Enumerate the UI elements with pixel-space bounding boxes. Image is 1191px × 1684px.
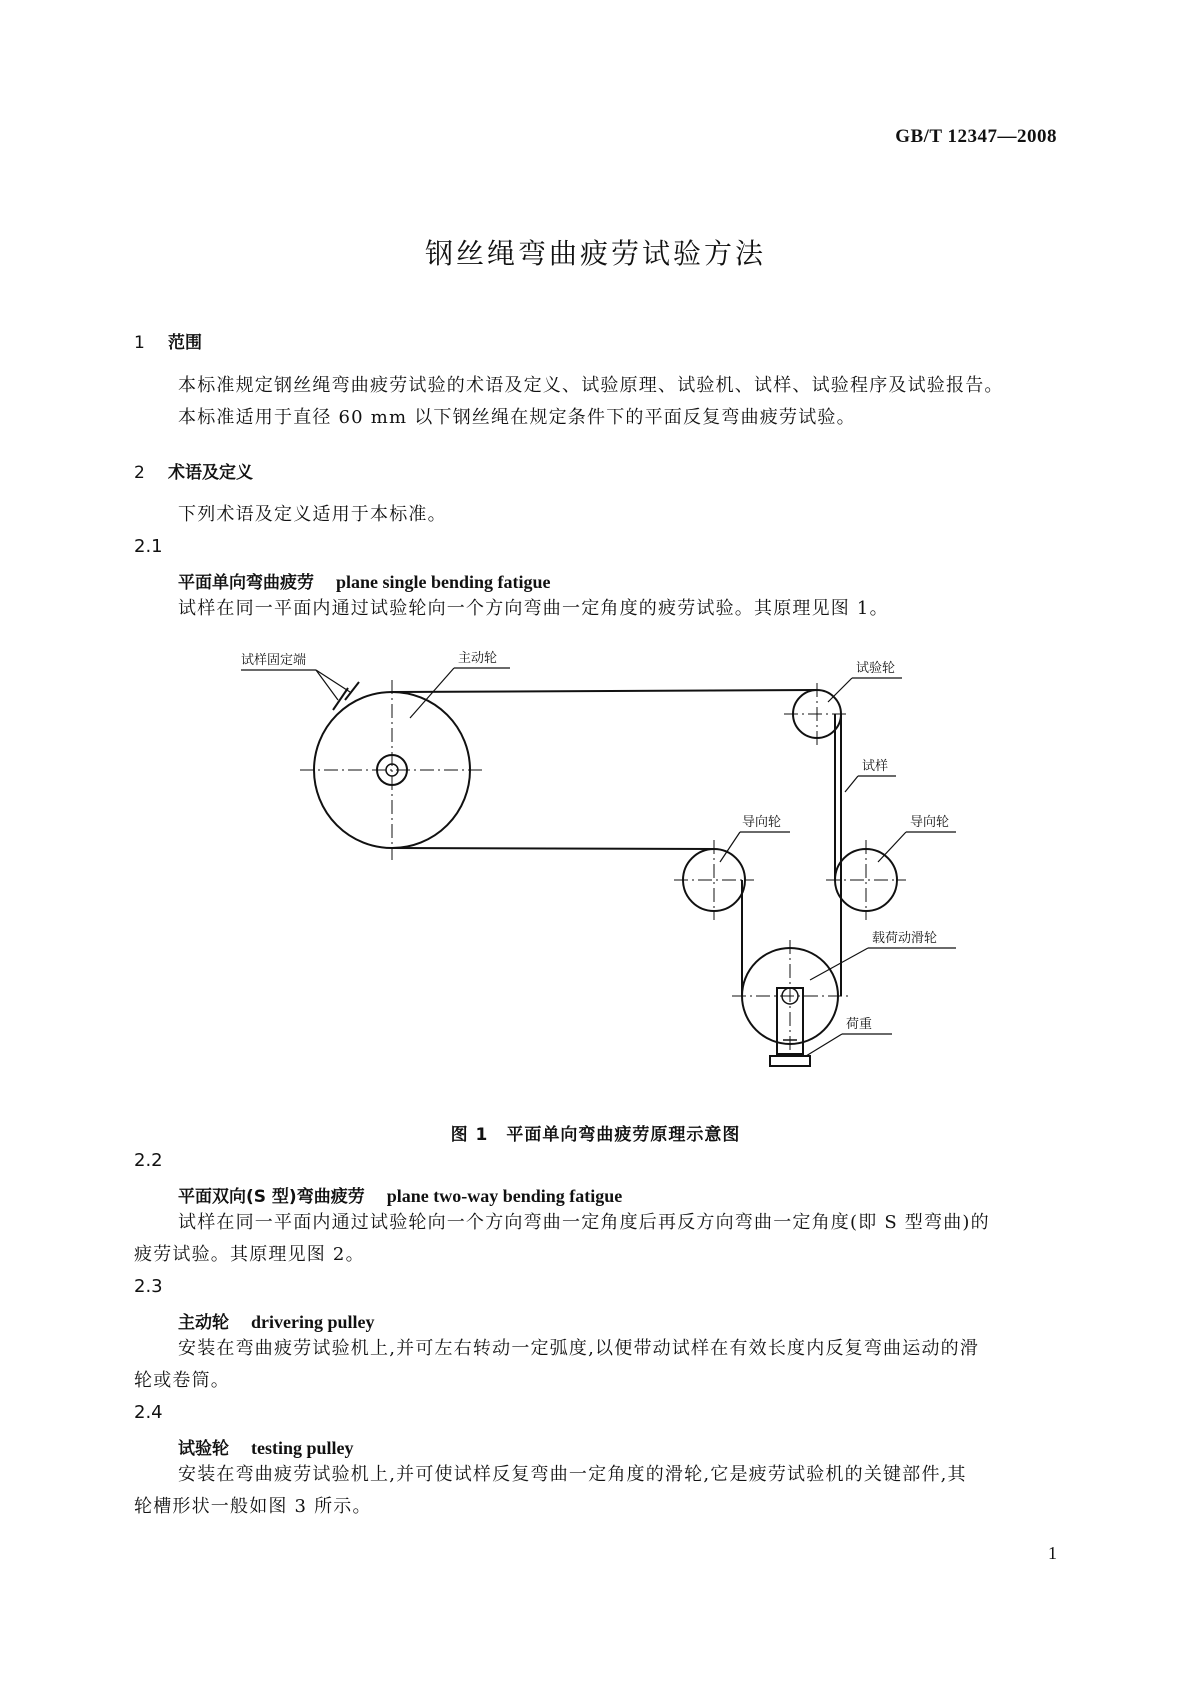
label-load-pulley: 载荷动滑轮 [872, 931, 938, 946]
label-driving-pulley: 主动轮 [458, 651, 498, 666]
section-title: 术语及定义 [168, 463, 253, 483]
section-1-paragraph-2: 本标准适用于直径 60 mm 以下钢丝绳在规定条件下的平面反复弯曲疲劳试验。 [178, 407, 856, 428]
term-english: drivering pulley [251, 1312, 375, 1332]
label-specimen: 试样 [862, 759, 889, 774]
clause-2-2-definition-line-1: 试样在同一平面内通过试验轮向一个方向弯曲一定角度后再反方向弯曲一定角度(即 S 型弯曲)的 [178, 1212, 990, 1233]
label-guide-pulley-right: 导向轮 [910, 815, 950, 830]
clause-2-4-definition-line-2: 轮槽形状一般如图 3 所示。 [134, 1496, 372, 1517]
term-english: plane two-way bending fatigue [386, 1186, 623, 1206]
clause-2-4-definition-line-1: 安装在弯曲疲劳试验机上,并可使试样反复弯曲一定角度的滑轮,它是疲劳试验机的关键部件,其 [178, 1464, 967, 1485]
section-1-paragraph-1: 本标准规定钢丝绳弯曲疲劳试验的术语及定义、试验原理、试验机、试样、试验程序及试验报告。 [178, 375, 1004, 396]
clause-2-3-definition-line-2: 轮或卷筒。 [134, 1370, 230, 1391]
clause-2-4-term [178, 1434, 354, 1459]
standard-code: GB/T 12347—2008 [895, 126, 1057, 147]
clause-2-3-number: 2.3 [134, 1276, 163, 1297]
clause-2-4-number: 2.4 [134, 1402, 163, 1423]
clause-2-1-definition: 试样在同一平面内通过试验轮向一个方向弯曲一定角度的疲劳试验。其原理见图 1。 [178, 598, 889, 619]
clause-2-3-definition-line-1: 安装在弯曲疲劳试验机上,并可左右转动一定弧度,以便带动试样在有效长度内反复弯曲运动的滑 [178, 1338, 980, 1359]
term-english: plane single bending fatigue [336, 572, 551, 592]
label-guide-pulley-left: 导向轮 [742, 815, 782, 830]
clause-2-1-number: 2.1 [134, 536, 163, 557]
label-fixed-end: 试样固定端 [241, 653, 307, 668]
section-2-intro: 下列术语及定义适用于本标准。 [178, 504, 447, 525]
page-number: 1 [1048, 1543, 1057, 1563]
clause-2-2-term [178, 1182, 622, 1207]
term-chinese: 平面单向弯曲疲劳 [178, 573, 314, 593]
term-chinese: 主动轮 [178, 1313, 229, 1333]
section-number: 2 [134, 463, 145, 483]
term-english: testing pulley [251, 1438, 354, 1458]
clause-2-3-term [178, 1308, 375, 1333]
clause-2-2-number: 2.2 [134, 1150, 163, 1171]
figure-1-caption: 图 1 平面单向弯曲疲劳原理示意图 [450, 1125, 741, 1145]
term-chinese: 平面双向(S 型)弯曲疲劳 [178, 1187, 365, 1207]
clause-2-2-definition-line-2: 疲劳试验。其原理见图 2。 [134, 1244, 365, 1265]
term-chinese: 试验轮 [178, 1439, 229, 1459]
section-number: 1 [134, 333, 145, 353]
label-load: 荷重 [846, 1017, 873, 1032]
label-testing-pulley: 试验轮 [856, 661, 896, 676]
document-title: 钢丝绳弯曲疲劳试验方法 [424, 237, 766, 270]
section-title: 范围 [168, 333, 202, 353]
